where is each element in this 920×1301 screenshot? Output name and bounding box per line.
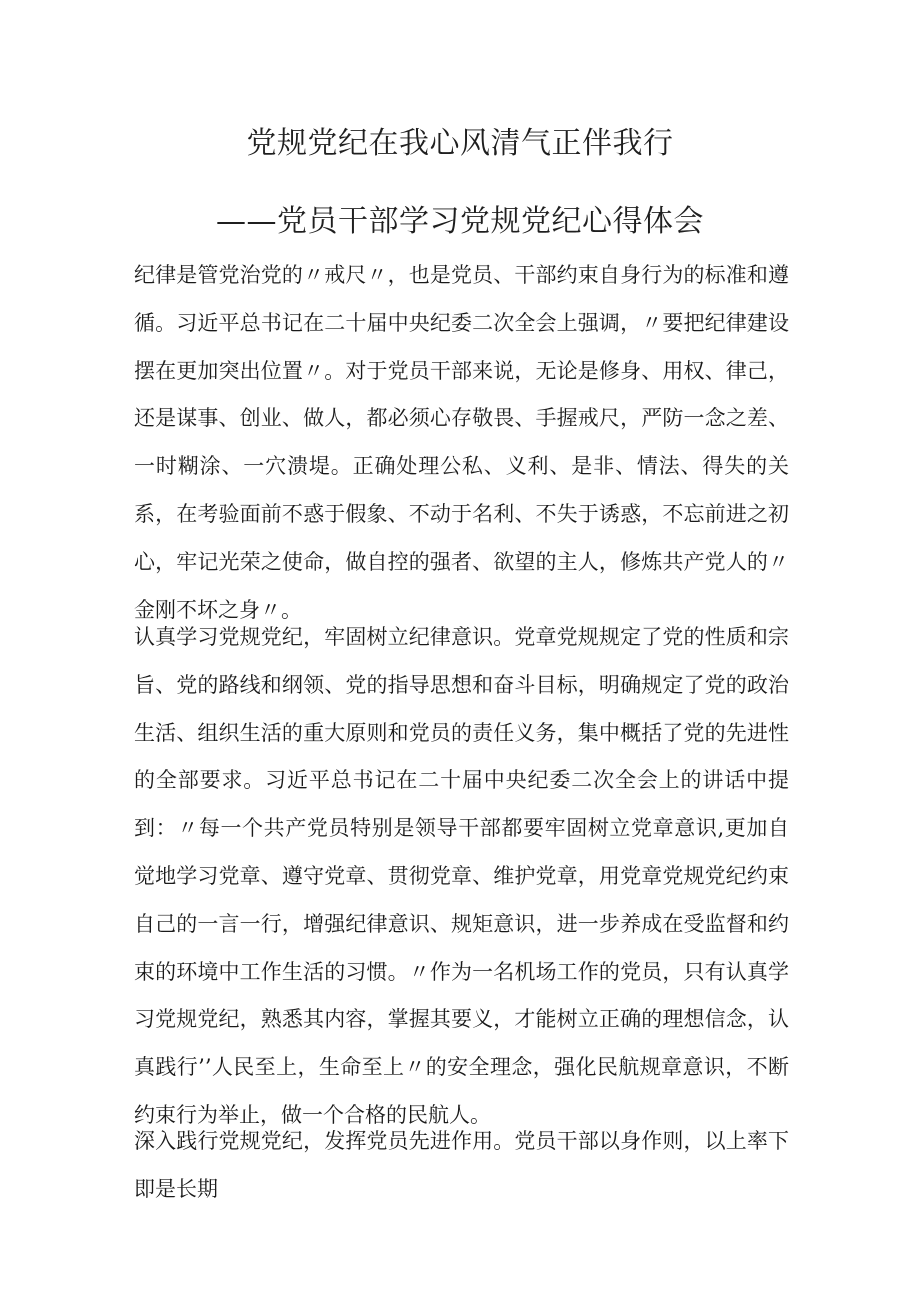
document-subtitle: ——党员干部学习党规党纪心得体会	[216, 204, 704, 239]
paragraph-practice-party-rules: 深入践行党规党纪，发挥党员先进作用。党员干部以身作则，以上率下即是长期	[134, 1129, 789, 1201]
paragraph-discipline-ruler: 纪律是管党治党的〃戒尺〃，也是党员、干部约束自身行为的标准和遵循。习近平总书记在二十届中央纪委二次全会上强调，〃要把纪律建设摆在更加突出位置〃。对于党员干部来说，无论是修身、用权、律己，还是谋事、创业、做人，都必须心存敬畏、手握戒尺，严防一念之差、一时糊涂、一穴溃堤。正确处理公私、义利、是非、情法、得失的关系，在考验面前不惑于假象、不动于名利、不失于诱惑，不忘前进之初心，牢记光荣之使命，做自控的强者、欲望的主人，修炼共产党人的〃金刚不坏之身〃。	[134, 263, 789, 622]
document-title: 党规党纪在我心风清气正伴我行	[246, 126, 674, 161]
paragraph-study-party-rules: 认真学习党规党纪，牢固树立纪律意识。党章党规规定了党的性质和宗旨、党的路线和纲领、党的指导思想和奋斗目标，明确规定了党的政治生活、组织生活的重大原则和党员的责任义务，集中概括了党的先进性的全部要求。习近平总书记在二十届中央纪委二次全会上的讲话中提到：〃每一个共产党员特别是领导干部都要牢固树立党章意识,更加自觉地学习党章、遵守党章、贯彻党章、维护党章，用党章党规党纪约束自己的一言一行，增强纪律意识、规矩意识，进一步养成在受监督和约束的环境中工作生活的习惯。〃作为一名机场工作的党员，只有认真学习党规党纪，熟悉其内容，掌握其要义，才能树立正确的理想信念，认真践行’’人民至上，生命至上〃的安全理念，强化民航规章意识，不断约束行为举止，做一个合格的民航人。	[134, 625, 789, 1127]
